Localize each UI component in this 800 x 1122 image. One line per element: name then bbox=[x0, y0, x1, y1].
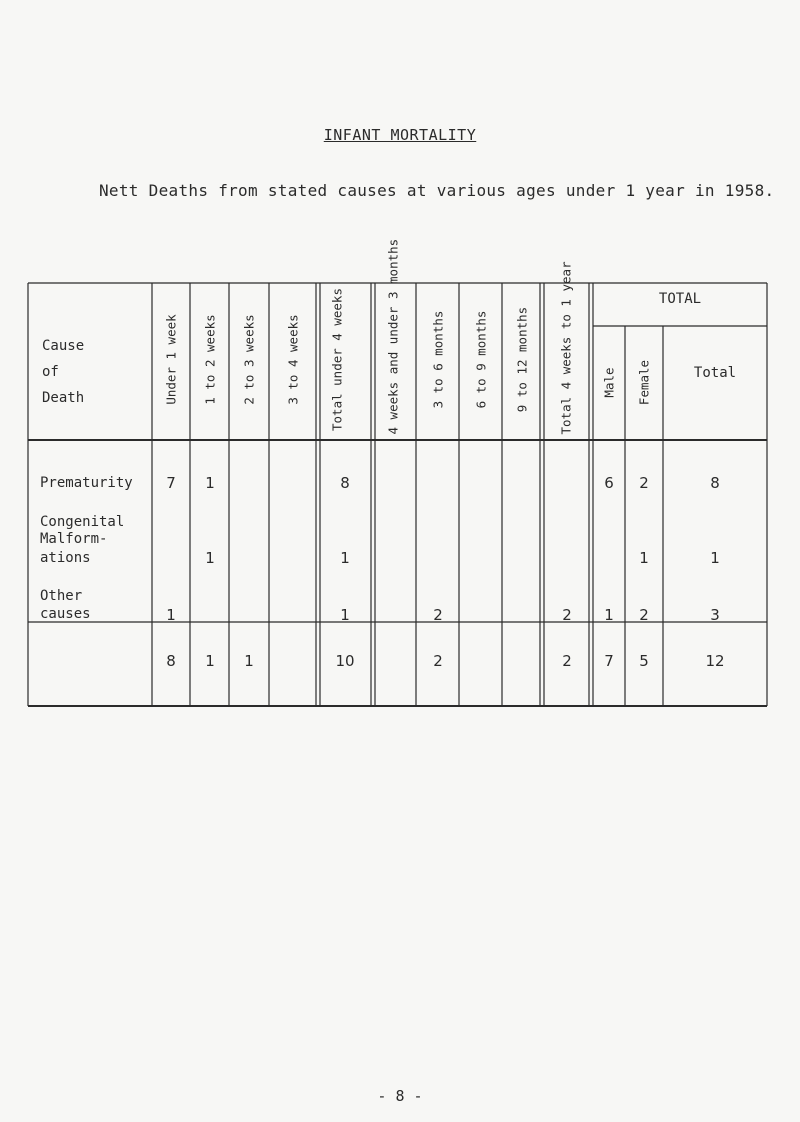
table-cell: 6 bbox=[604, 474, 614, 492]
row-label-congenital: ations bbox=[40, 550, 91, 566]
cause-header-line: Cause bbox=[42, 338, 85, 354]
page-number: - 8 - bbox=[377, 1087, 423, 1105]
totals-cell: 1 bbox=[244, 652, 254, 670]
table-cell: 1 bbox=[639, 549, 649, 567]
totals-cell: 1 bbox=[205, 652, 215, 670]
table-cell: 2 bbox=[562, 606, 572, 624]
col-header-2-to-3-weeks: 2 to 3 weeks bbox=[241, 314, 257, 405]
totals-cell: 7 bbox=[604, 652, 614, 670]
totals-cell: 8 bbox=[166, 652, 176, 670]
col-header-total: Total bbox=[693, 365, 737, 381]
table-cell: 2 bbox=[639, 474, 649, 492]
totals-cell: 2 bbox=[562, 652, 572, 670]
col-header-1-to-2-weeks: 1 to 2 weeks bbox=[202, 314, 218, 405]
table-cell: 8 bbox=[710, 474, 720, 492]
cause-header-line: Death bbox=[42, 390, 85, 406]
table-cell: 2 bbox=[639, 606, 649, 624]
totals-cell: 5 bbox=[639, 652, 649, 670]
totals-cell: 10 bbox=[335, 652, 355, 670]
col-header-male: Male bbox=[601, 367, 617, 398]
table-cell: 8 bbox=[340, 474, 350, 492]
totals-cell: 12 bbox=[705, 652, 725, 670]
table-cell: 3 bbox=[710, 606, 720, 624]
table-cell: 1 bbox=[604, 606, 614, 624]
col-header-female: Female bbox=[636, 359, 652, 406]
col-header-9-to-12-months: 9 to 12 months bbox=[514, 306, 530, 413]
table-cell: 1 bbox=[340, 549, 350, 567]
col-header-under-1-week: Under 1 week bbox=[163, 314, 179, 405]
col-header-3-to-6-months: 3 to 6 months bbox=[430, 310, 446, 409]
row-label-other-causes: causes bbox=[40, 606, 91, 622]
col-header-3-to-4-weeks: 3 to 4 weeks bbox=[285, 314, 301, 405]
row-label-prematurity: Prematurity bbox=[40, 475, 133, 491]
table-cell: 1 bbox=[205, 474, 215, 492]
col-header-total-under-4-weeks: Total under 4 weeks bbox=[329, 288, 345, 431]
col-header-4-weeks-to-3-months: 4 weeks and under 3 months bbox=[385, 238, 401, 435]
row-label-other-causes: Other bbox=[40, 588, 83, 604]
totals-cell: 2 bbox=[433, 652, 443, 670]
cause-header-line: of bbox=[42, 364, 59, 380]
table-cell: 2 bbox=[433, 606, 443, 624]
row-label-congenital: Congenital bbox=[40, 514, 125, 530]
table-cell: 7 bbox=[166, 474, 176, 492]
col-header-total-4-weeks-to-1-year: Total 4 weeks to 1 year bbox=[558, 261, 574, 435]
page-title: INFANT MORTALITY bbox=[323, 126, 477, 144]
row-label-congenital: Malform- bbox=[40, 531, 108, 547]
table-cell: 1 bbox=[710, 549, 720, 567]
col-header-6-to-9-months: 6 to 9 months bbox=[473, 310, 489, 409]
table-cell: 1 bbox=[340, 606, 350, 624]
table-cell: 1 bbox=[205, 549, 215, 567]
table-cell: 1 bbox=[166, 606, 176, 624]
table-caption: Nett Deaths from stated causes at various ages under 1 year in 1958. bbox=[99, 181, 775, 200]
total-group-header: TOTAL bbox=[658, 291, 702, 307]
